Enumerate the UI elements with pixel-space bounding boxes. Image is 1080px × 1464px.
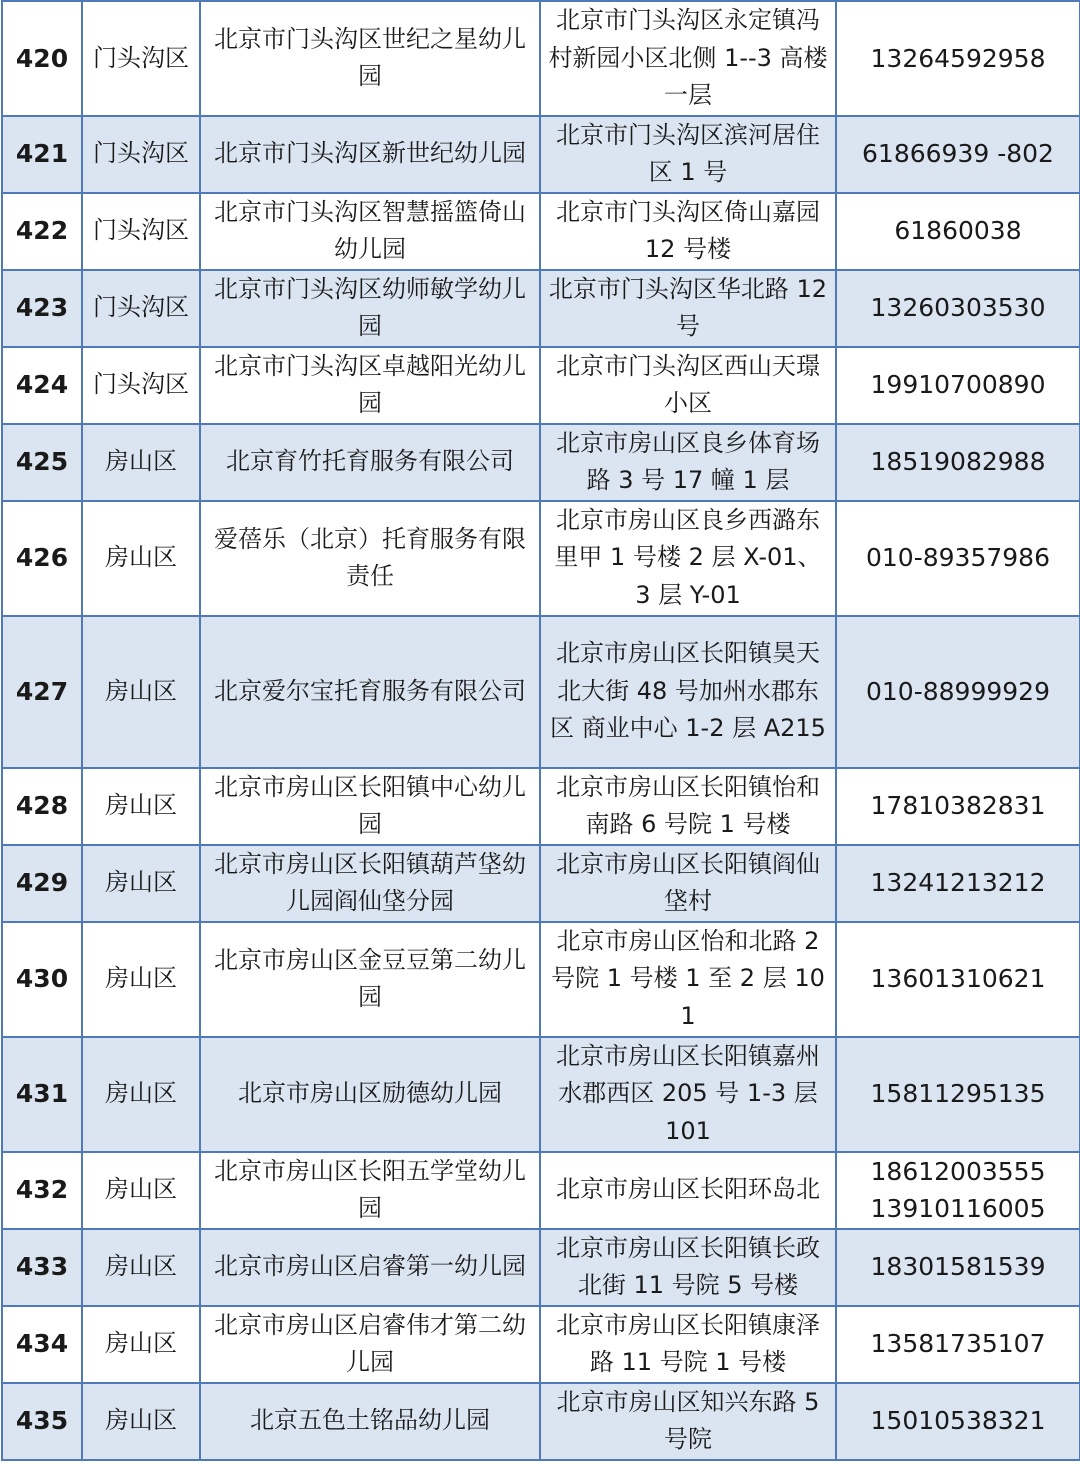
phone-cell: 61866939 -802	[836, 116, 1080, 193]
address-cell: 北京市房山区长阳镇康泽路 11 号院 1 号楼	[540, 1306, 836, 1383]
address-cell: 北京市房山区长阳镇阎仙垡村	[540, 845, 836, 922]
row-number: 421	[2, 116, 82, 193]
phone-cell: 13241213212	[836, 845, 1080, 922]
phone-cell: 010-88999929	[836, 616, 1080, 768]
table-body	[2, 1, 1080, 1460]
district-cell: 房山区	[82, 1383, 200, 1460]
institution-name-cell: 北京市房山区金豆豆第二幼儿 园	[200, 922, 540, 1037]
institution-name-cell: 北京市门头沟区卓越阳光幼儿 园	[200, 347, 540, 424]
district-cell: 房山区	[82, 1037, 200, 1152]
district-cell: 门头沟区	[82, 193, 200, 270]
phone-cell: 13260303530	[836, 270, 1080, 347]
row-number: 429	[2, 845, 82, 922]
district-cell: 房山区	[82, 424, 200, 501]
institution-name-cell: 北京市门头沟区智慧摇篮倚山 幼儿园	[200, 193, 540, 270]
institution-name-cell: 北京爱尔宝托育服务有限公司	[200, 616, 540, 768]
row-number: 431	[2, 1037, 82, 1152]
table-row	[2, 1306, 1080, 1383]
address-cell: 北京市门头沟区永定镇冯村新园小区北侧 1--3 高楼 一层	[540, 1, 836, 116]
address-cell: 北京市房山区长阳镇怡和南路 6 号院 1 号楼	[540, 768, 836, 845]
table-row	[2, 193, 1080, 270]
address-cell: 北京市门头沟区西山天璟小区	[540, 347, 836, 424]
row-number: 435	[2, 1383, 82, 1460]
institution-name-cell: 北京市房山区长阳五学堂幼儿 园	[200, 1152, 540, 1229]
table-row	[2, 922, 1080, 1037]
row-number: 430	[2, 922, 82, 1037]
table-row	[2, 616, 1080, 768]
address-cell: 北京市门头沟区倚山嘉园 12 号楼	[540, 193, 836, 270]
row-number: 423	[2, 270, 82, 347]
district-cell: 房山区	[82, 1229, 200, 1306]
table-row	[2, 768, 1080, 845]
row-number: 425	[2, 424, 82, 501]
institution-name-cell: 北京市门头沟区新世纪幼儿园	[200, 116, 540, 193]
address-cell: 北京市房山区长阳镇长政北街 11 号院 5 号楼	[540, 1229, 836, 1306]
phone-cell: 010-89357986	[836, 501, 1080, 616]
address-cell: 北京市房山区良乡西潞东里甲 1 号楼 2 层 X-01、3 层 Y-01	[540, 501, 836, 616]
institution-name-cell: 北京市门头沟区世纪之星幼儿 园	[200, 1, 540, 116]
table-row	[2, 1229, 1080, 1306]
table-row	[2, 1037, 1080, 1152]
district-cell: 房山区	[82, 922, 200, 1037]
table-row	[2, 270, 1080, 347]
table-row	[2, 1, 1080, 116]
row-number: 434	[2, 1306, 82, 1383]
district-cell: 房山区	[82, 1152, 200, 1229]
address-cell: 北京市房山区怡和北路 2 号院 1 号楼 1 至 2 层 101	[540, 922, 836, 1037]
institution-name-cell: 北京市房山区励德幼儿园	[200, 1037, 540, 1152]
table-row	[2, 501, 1080, 616]
institution-name-cell: 爱蓓乐（北京）托育服务有限 责任	[200, 501, 540, 616]
row-number: 427	[2, 616, 82, 768]
district-cell: 房山区	[82, 845, 200, 922]
table-row	[2, 424, 1080, 501]
phone-cell: 17810382831	[836, 768, 1080, 845]
district-cell: 门头沟区	[82, 1, 200, 116]
address-cell: 北京市房山区良乡体育场路 3 号 17 幢 1 层	[540, 424, 836, 501]
district-cell: 门头沟区	[82, 116, 200, 193]
district-cell: 房山区	[82, 768, 200, 845]
row-number: 428	[2, 768, 82, 845]
institution-name-cell: 北京育竹托育服务有限公司	[200, 424, 540, 501]
phone-cell: 13264592958	[836, 1, 1080, 116]
table-row	[2, 845, 1080, 922]
district-cell: 门头沟区	[82, 347, 200, 424]
phone-cell: 61860038	[836, 193, 1080, 270]
institution-name-cell: 北京市房山区长阳镇葫芦垡幼 儿园阎仙垡分园	[200, 845, 540, 922]
institution-name-cell: 北京市房山区启睿第一幼儿园	[200, 1229, 540, 1306]
institution-name-cell: 北京市门头沟区幼师敏学幼儿 园	[200, 270, 540, 347]
address-cell: 北京市房山区长阳镇嘉州水郡西区 205 号 1-3 层 101	[540, 1037, 836, 1152]
address-cell: 北京市房山区长阳环岛北	[540, 1152, 836, 1229]
row-number: 433	[2, 1229, 82, 1306]
address-cell: 北京市房山区知兴东路 5 号院	[540, 1383, 836, 1460]
phone-cell: 13581735107	[836, 1306, 1080, 1383]
table-row	[2, 1152, 1080, 1229]
district-cell: 房山区	[82, 501, 200, 616]
institution-name-cell: 北京五色土铭品幼儿园	[200, 1383, 540, 1460]
phone-cell: 13601310621	[836, 922, 1080, 1037]
table-row	[2, 116, 1080, 193]
phone-cell: 18519082988	[836, 424, 1080, 501]
address-cell: 北京市门头沟区华北路 12 号	[540, 270, 836, 347]
address-cell: 北京市门头沟区滨河居住区 1 号	[540, 116, 836, 193]
row-number: 432	[2, 1152, 82, 1229]
district-cell: 门头沟区	[82, 270, 200, 347]
institution-name-cell: 北京市房山区长阳镇中心幼儿 园	[200, 768, 540, 845]
district-cell: 房山区	[82, 1306, 200, 1383]
address-cell: 北京市房山区长阳镇昊天北大街 48 号加州水郡东区 商业中心 1-2 层 A215	[540, 616, 836, 768]
phone-cell: 19910700890	[836, 347, 1080, 424]
phone-cell: 18301581539	[836, 1229, 1080, 1306]
table-row	[2, 347, 1080, 424]
district-cell: 房山区	[82, 616, 200, 768]
table-row	[2, 1383, 1080, 1460]
kindergarten-table	[1, 0, 1080, 1461]
phone-cell: 15010538321	[836, 1383, 1080, 1460]
phone-cell: 18612003555 13910116005	[836, 1152, 1080, 1229]
row-number: 426	[2, 501, 82, 616]
row-number: 422	[2, 193, 82, 270]
institution-name-cell: 北京市房山区启睿伟才第二幼 儿园	[200, 1306, 540, 1383]
row-number: 420	[2, 1, 82, 116]
phone-cell: 15811295135	[836, 1037, 1080, 1152]
row-number: 424	[2, 347, 82, 424]
